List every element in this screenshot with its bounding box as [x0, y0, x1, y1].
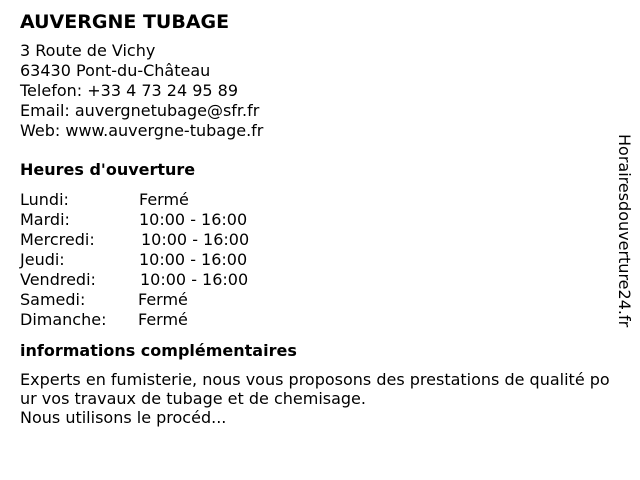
day-hours: Fermé	[139, 190, 189, 209]
day-hours: 10:00 - 16:00	[141, 230, 250, 249]
info-description: Experts en fumisterie, nous vous proposons des prestations de qualité pour vos travaux de tubage et de chemisage.	[20, 370, 610, 408]
day-label: Jeudi:	[20, 250, 65, 269]
address-city: 63430 Pont-du-Château	[20, 61, 211, 80]
day-hours: Fermé	[138, 310, 188, 329]
address-street: 3 Route de Vichy	[20, 41, 156, 60]
phone-line: Telefon: +33 4 73 24 95 89	[20, 81, 239, 100]
day-hours: 10:00 - 16:00	[139, 250, 248, 269]
hours-row-saturday	[20, 290, 610, 310]
business-card	[20, 10, 610, 427]
day-label: Mardi:	[20, 210, 70, 229]
hours-title: Heures d'ouverture	[20, 160, 196, 179]
hours-row-friday	[20, 270, 610, 290]
site-watermark: Horairesdouverture24.fr	[615, 134, 634, 328]
hours-row-monday	[20, 190, 610, 210]
web-line: Web: www.auvergne-tubage.fr	[20, 121, 264, 140]
day-label: Vendredi:	[20, 270, 96, 289]
day-label: Dimanche:	[20, 310, 107, 329]
info-title: informations complémentaires	[20, 341, 297, 360]
day-label: Mercredi:	[20, 230, 95, 249]
hours-row-thursday	[20, 250, 610, 270]
day-label: Lundi:	[20, 190, 69, 209]
info-more: Nous utilisons le procéd...	[20, 408, 227, 427]
business-name: AUVERGNE TUBAGE	[20, 11, 230, 33]
day-hours: 10:00 - 16:00	[140, 270, 249, 289]
email-line: Email: auvergnetubage@sfr.fr	[20, 101, 260, 120]
hours-row-sunday	[20, 310, 610, 330]
hours-row-tuesday	[20, 210, 610, 230]
day-hours: Fermé	[138, 290, 188, 309]
day-label: Samedi:	[20, 290, 86, 309]
hours-table	[20, 190, 610, 330]
day-hours: 10:00 - 16:00	[139, 210, 248, 229]
hours-row-wednesday	[20, 230, 610, 250]
